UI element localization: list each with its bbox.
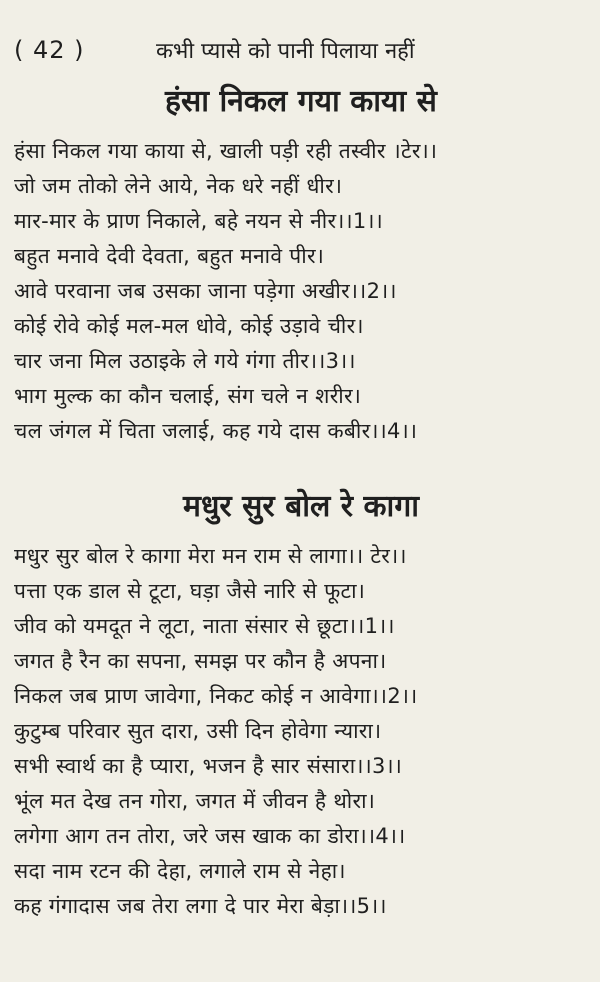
poem-line: कुटुम्ब परिवार सुत दारा, उसी दिन होवेगा न्यारा। <box>14 719 382 743</box>
poem-title: मधुर सुर बोल रे कागा <box>183 489 419 524</box>
poem-1 <box>14 82 588 449</box>
poem-line: सभी स्वार्थ का है प्यारा, भजन है सार संसारा।।3।। <box>14 754 403 778</box>
poem-line: कोई रोवे कोई मल-मल धोवे, कोई उड़ावे चीर। <box>14 314 364 338</box>
page-header <box>14 28 588 72</box>
poem-line: जो जम तोको लेने आये, नेक धरे नहीं धीर। <box>14 174 343 198</box>
poem-line: आवे परवाना जब उसका जाना पड़ेगा अखीर।।2।। <box>14 279 397 303</box>
running-title: कभी प्यासे को पानी पिलाया नहीं <box>156 39 415 64</box>
poem-line: मधुर सुर बोल रे कागा मेरा मन राम से लागा।। टेर।। <box>14 544 407 568</box>
poem-title: हंसा निकल गया काया से <box>165 84 437 119</box>
poem-line: हंसा निकल गया काया से, खाली पड़ी रही तस्वीर ।टेर।। <box>14 139 438 163</box>
poem-line: बहुत मनावे देवी देवता, बहुत मनावे पीर। <box>14 244 325 268</box>
poem-line: चल जंगल में चिता जलाई, कह गये दास कबीर।।4।। <box>14 419 418 443</box>
page-number: ( 42 ) <box>14 36 85 64</box>
poem-line: चार जना मिल उठाइके ले गये गंगा तीर।।3।। <box>14 349 356 373</box>
poem-line: भाग मुल्क का कौन चलाई, संग चले न शरीर। <box>14 384 362 408</box>
poem-line: जगत है रैन का सपना, समझ पर कौन है अपना। <box>14 649 387 673</box>
poem-line: पत्ता एक डाल से टूटा, घड़ा जैसे नारि से फूटा। <box>14 579 366 603</box>
poem-line: कह गंगादास जब तेरा लगा दे पार मेरा बेड़ा।।5।। <box>14 894 387 918</box>
poem-line: जीव को यमदूत ने लूटा, नाता संसार से छूटा।।1।। <box>14 614 395 638</box>
poem-line: निकल जब प्राण जावेगा, निकट कोई न आवेगा।।2।। <box>14 684 418 708</box>
poem-line: लगेगा आग तन तोरा, जरे जस खाक का डोरा।।4।। <box>14 824 406 848</box>
poem-2 <box>14 487 588 924</box>
poem-line: सदा नाम रटन की देहा, लगाले राम से नेहा। <box>14 859 346 883</box>
poem-line: भूंल मत देख तन गोरा, जगत में जीवन है थोरा। <box>14 789 376 813</box>
poem-line: मार-मार के प्राण निकाले, बहे नयन से नीर।।1।। <box>14 209 384 233</box>
